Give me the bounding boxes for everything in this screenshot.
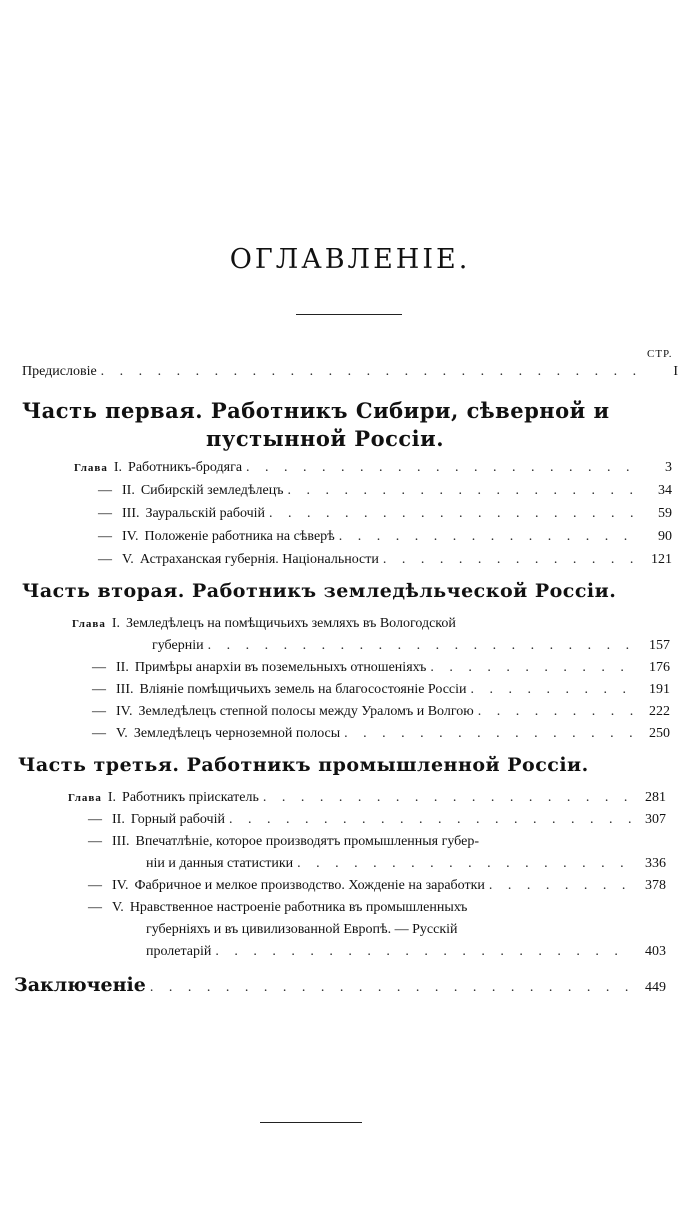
chapter-number: I. (111, 616, 121, 631)
entry-page: 378 (645, 878, 666, 893)
chapter-number: III. (116, 682, 134, 697)
entry-page: 403 (645, 944, 666, 959)
entry-title: Впечатлѣніе, которое производятъ промышленныя губер- (135, 834, 479, 849)
part-heading: Часть вторая. Работникъ земледѣльческой Россіи. (22, 580, 617, 602)
chapter-number: II. (116, 660, 129, 675)
toc-entry (68, 790, 666, 806)
toc-entry (74, 460, 672, 476)
chapter-number: V. (122, 552, 134, 567)
chapter-number: III. (112, 834, 130, 849)
entry-page: I (673, 364, 678, 379)
entry-title: Горный рабочій (130, 812, 225, 827)
entry-title: Фабричное и мелкое производство. Хожденіе на заработки (134, 878, 485, 893)
entry-title: Сибирскій земледѣлецъ (140, 483, 284, 498)
chapter-prefix: — (88, 812, 102, 827)
toc-entry (88, 834, 628, 850)
entry-title: Работникъ-бродяга (128, 460, 243, 475)
entry-page: 157 (649, 638, 670, 653)
title-rule (296, 314, 402, 315)
chapter-prefix: — (92, 726, 106, 741)
chapter-number: II. (112, 812, 125, 827)
chapter-prefix: Глава (74, 462, 108, 474)
toc-entry (98, 552, 672, 568)
toc-entry (88, 900, 628, 916)
entry-page: 176 (649, 660, 670, 675)
dot-leader (269, 506, 640, 522)
entry-title: Нравственное настроеніе работника въ промышленныхъ (129, 900, 468, 915)
entry-page: 336 (645, 856, 666, 871)
toc-entry (92, 682, 670, 698)
toc-entry (92, 704, 670, 720)
dot-leader (383, 552, 640, 568)
toc-entry (72, 616, 612, 632)
dot-leader (430, 660, 638, 676)
toc-entry (98, 506, 672, 522)
dot-leader (263, 790, 634, 806)
entry-title-cont: пролетарій (146, 944, 212, 959)
entry-title: Работникъ пріискатель (122, 790, 259, 805)
chapter-prefix: — (92, 660, 106, 675)
toc-entry (98, 483, 672, 499)
entry-title: Примѣры анархіи въ поземельныхъ отношеніяхъ (134, 660, 427, 675)
chapter-prefix: — (92, 704, 106, 719)
dot-leader (478, 704, 638, 720)
chapter-prefix: — (98, 506, 112, 521)
dot-leader (246, 460, 640, 476)
chapter-prefix: Глава (72, 618, 106, 630)
entry-page: 250 (649, 726, 670, 741)
page-title: ОГЛАВЛЕНІЕ. (229, 244, 471, 275)
dot-leader (287, 483, 640, 499)
chapter-prefix: — (98, 483, 112, 498)
entry-page: 34 (658, 483, 672, 498)
chapter-prefix: — (92, 682, 106, 697)
entry-page: 449 (645, 980, 666, 995)
chapter-number: V. (112, 900, 124, 915)
entry-title: Зауральскій рабочій (145, 506, 266, 521)
entry-title: Астраханская губернія. Національности (139, 552, 379, 567)
chapter-number: IV. (116, 704, 133, 719)
dot-leader (297, 856, 634, 872)
entry-title: Земледѣлецъ степной полосы между Ураломъ и Волгою (138, 704, 474, 719)
chapter-number: V. (116, 726, 128, 741)
chapter-number: IV. (122, 529, 139, 544)
toc-entry-conclusion (14, 974, 666, 996)
toc-entry (92, 660, 670, 676)
dot-leader (339, 529, 640, 545)
chapter-prefix: Глава (68, 792, 102, 804)
page-column-label: СТР. (647, 348, 673, 360)
toc-entry (88, 812, 666, 828)
entry-title: Вліяніе помѣщичьихъ земель на благосостояніе Россіи (139, 682, 467, 697)
dot-leader (101, 364, 646, 380)
chapter-prefix: — (98, 529, 112, 544)
toc-entry (98, 529, 672, 545)
toc-entry-preface (22, 364, 678, 380)
toc-entry (92, 726, 670, 742)
entry-title: Предисловіе (22, 364, 97, 379)
dot-leader (229, 812, 634, 828)
entry-page: 191 (649, 682, 670, 697)
entry-page: 59 (658, 506, 672, 521)
chapter-prefix: — (88, 834, 102, 849)
dot-leader (471, 682, 638, 698)
toc-entry (88, 878, 666, 894)
chapter-prefix: — (88, 900, 102, 915)
dot-leader (150, 980, 634, 996)
entry-page: 90 (658, 529, 672, 544)
entry-title: Земледѣлецъ на помѣщичьихъ земляхъ въ Вологодской (126, 616, 456, 631)
entry-page: 222 (649, 704, 670, 719)
entry-page: 121 (651, 552, 672, 567)
dot-leader (215, 944, 634, 960)
part-heading: Часть первая. Работникъ Сибири, сѣверной и (22, 398, 610, 423)
chapter-number: I. (107, 790, 117, 805)
entry-page: 3 (665, 460, 672, 475)
toc-entry-cont (146, 856, 666, 872)
entry-page: 307 (645, 812, 666, 827)
entry-title: Заключеніе (14, 974, 146, 996)
entry-title-cont: ніи и данныя статистики (146, 856, 294, 871)
chapter-prefix: — (98, 552, 112, 567)
dot-leader (489, 878, 634, 894)
chapter-number: II. (122, 483, 135, 498)
toc-entry-cont (152, 638, 670, 654)
entry-title: Земледѣлецъ черноземной полосы (133, 726, 341, 741)
chapter-number: III. (122, 506, 140, 521)
chapter-number: IV. (112, 878, 129, 893)
entry-title: Положеніе работника на сѣверѣ (144, 529, 335, 544)
entry-title-cont: губерніяхъ и въ цивилизованной Европѣ. — Русскій (146, 922, 458, 937)
chapter-number: I. (113, 460, 123, 475)
dot-leader (208, 638, 638, 654)
toc-entry-cont (146, 944, 666, 960)
bottom-rule (260, 1122, 362, 1123)
dot-leader (344, 726, 638, 742)
chapter-prefix: — (88, 878, 102, 893)
part-heading-cont: пустынной Россіи. (206, 426, 445, 451)
entry-title-cont: губерніи (152, 638, 204, 653)
entry-page: 281 (645, 790, 666, 805)
part-heading: Часть третья. Работникъ промышленной Россіи. (18, 754, 589, 776)
